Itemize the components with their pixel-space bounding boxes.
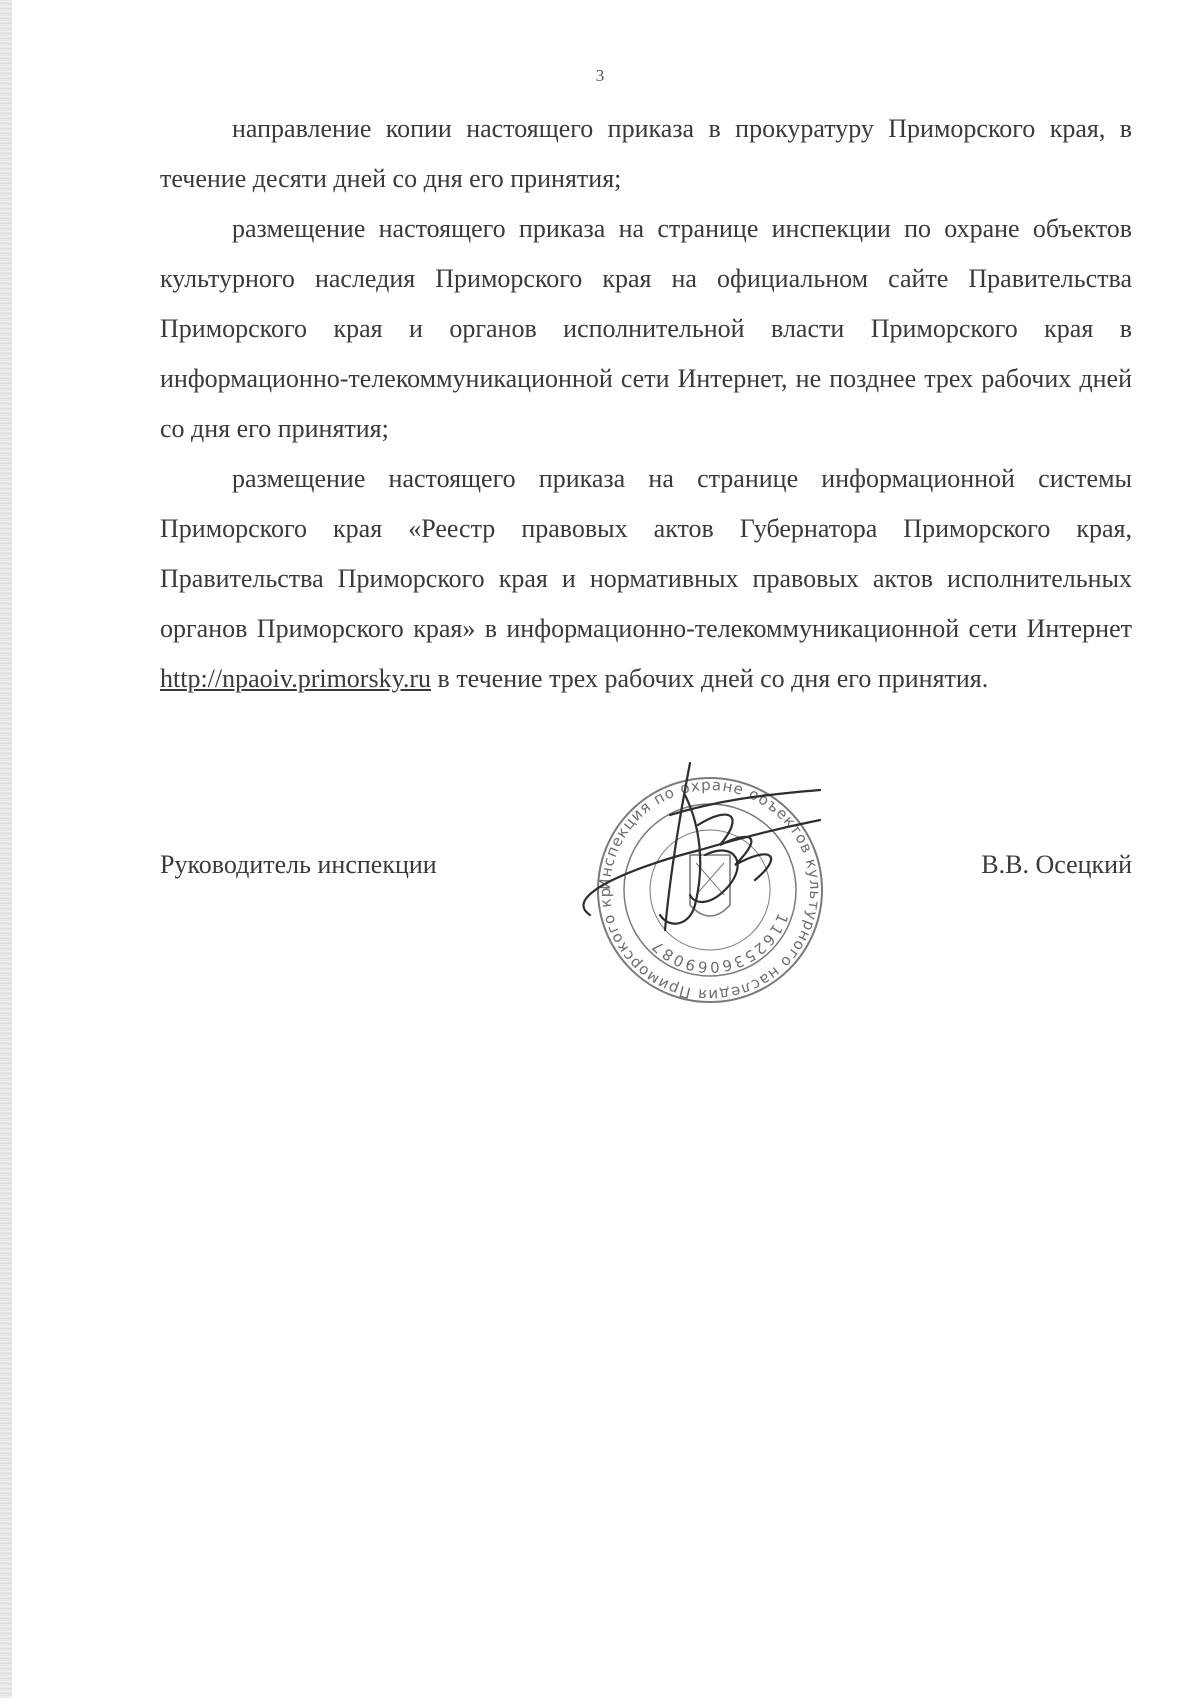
registry-link[interactable]: http://npaoiv.primorsky.ru bbox=[160, 664, 432, 693]
seal-ring-text: Инспекция по охране объектов культурного наследия Приморского кр bbox=[595, 775, 825, 1005]
paragraph-2: размещение настоящего приказа на странице инспекции по охране объектов культурного наследия Приморского края на официальном сайте Правительства Приморского края и органов исполнительной власти Приморского края в информационно-телекоммуникационной сети Интернет, не позднее трех рабочих дней со дня его принятия; bbox=[160, 214, 1132, 443]
paragraph-3-text: размещение настоящего приказа на странице информационной системы Приморского края «Реестр правовых актов Губернатора Приморского края, Правительства Приморского края и нормативных правовых актов исполнительных органов Приморского края» в информационно-телекоммуникационной сети Интернет bbox=[160, 464, 1132, 643]
document-body bbox=[160, 104, 1132, 704]
seal-number: 1162536069087 bbox=[647, 910, 792, 977]
paragraph-3-tail: в течение трех рабочих дней со дня его принятия. bbox=[431, 664, 989, 693]
seal-with-signature bbox=[520, 755, 900, 1025]
paragraph-3 bbox=[160, 454, 1132, 704]
scan-edge bbox=[0, 0, 12, 1698]
page-number: 3 bbox=[595, 66, 605, 85]
signatory-position: Руководитель инспекции bbox=[160, 850, 437, 879]
official-seal bbox=[520, 755, 900, 1025]
signatory-name: В.В. Осецкий bbox=[981, 850, 1132, 879]
paragraph-1: направление копии настоящего приказа в прокуратуру Приморского края, в течение десяти дней со дня его принятия; bbox=[160, 114, 1132, 193]
